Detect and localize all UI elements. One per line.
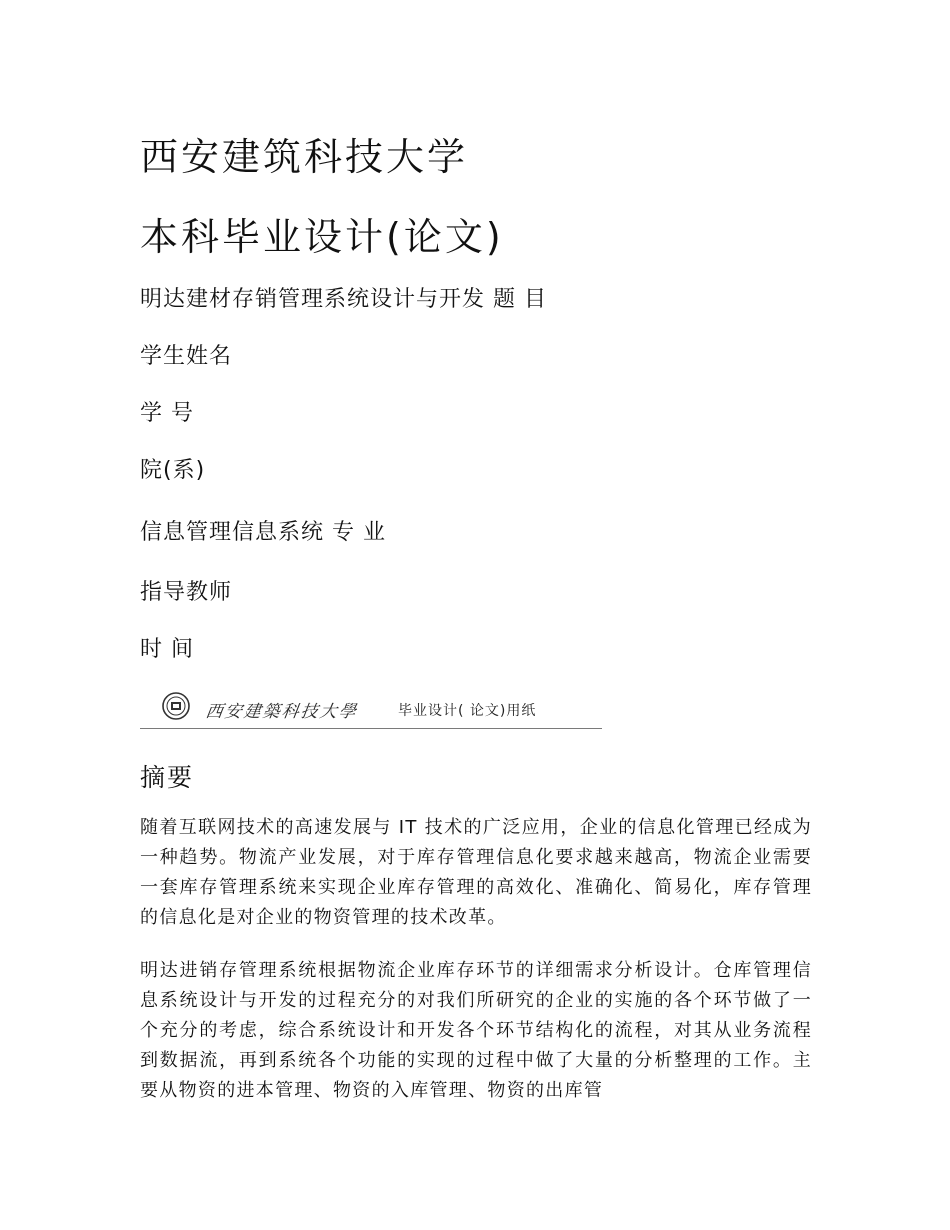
department-label: 院(系) [140,458,206,483]
thesis-type-title: 本科毕业设计(论文) [140,215,504,259]
student-name-label: 学生姓名 [140,344,233,369]
paper-label: 毕业设计( 论文)用纸 [398,703,537,719]
page-header-band [140,688,602,729]
student-id-label: 学 号 [140,401,194,426]
major-line: 信息管理信息系统 专 业 [140,520,386,545]
time-label: 时 间 [140,637,194,662]
university-seal-icon [162,692,190,720]
abstract-heading: 摘要 [140,763,195,792]
advisor-label: 指导教师 [140,580,233,605]
abstract-paragraph-1: 随着互联网技术的高速发展与 IT 技术的广泛应用，企业的信息化管理已经成为一种趋势。物流产业发展，对于库存管理信息化要求越来越高，物流企业需要一套库存管理系统来实现企业库存管理的高效化、准确化、简易化，库存管理的信息化是对企业的物资管理的技术改革。 [140,817,812,928]
topic-line: 明达建材存销管理系统设计与开发 题 目 [140,287,547,312]
university-name: 西安建筑科技大学 [140,135,469,179]
university-calligraphy-logo: 西安建築科技大學 [204,702,360,722]
abstract-paragraph-2: 明达进销存管理系统根据物流企业库存环节的详细需求分析设计。仓库管理信息系统设计与开发的过程充分的对我们所研究的企业的实施的各个环节做了一个充分的考虑，综合系统设计和开发各个环节结构化的流程，对其从业务流程到数据流，再到系统各个功能的实现的过程中做了大量的分析整理的工作。主要从物资的进本管理、物资的入库管理、物资的出库管 [140,960,812,1101]
